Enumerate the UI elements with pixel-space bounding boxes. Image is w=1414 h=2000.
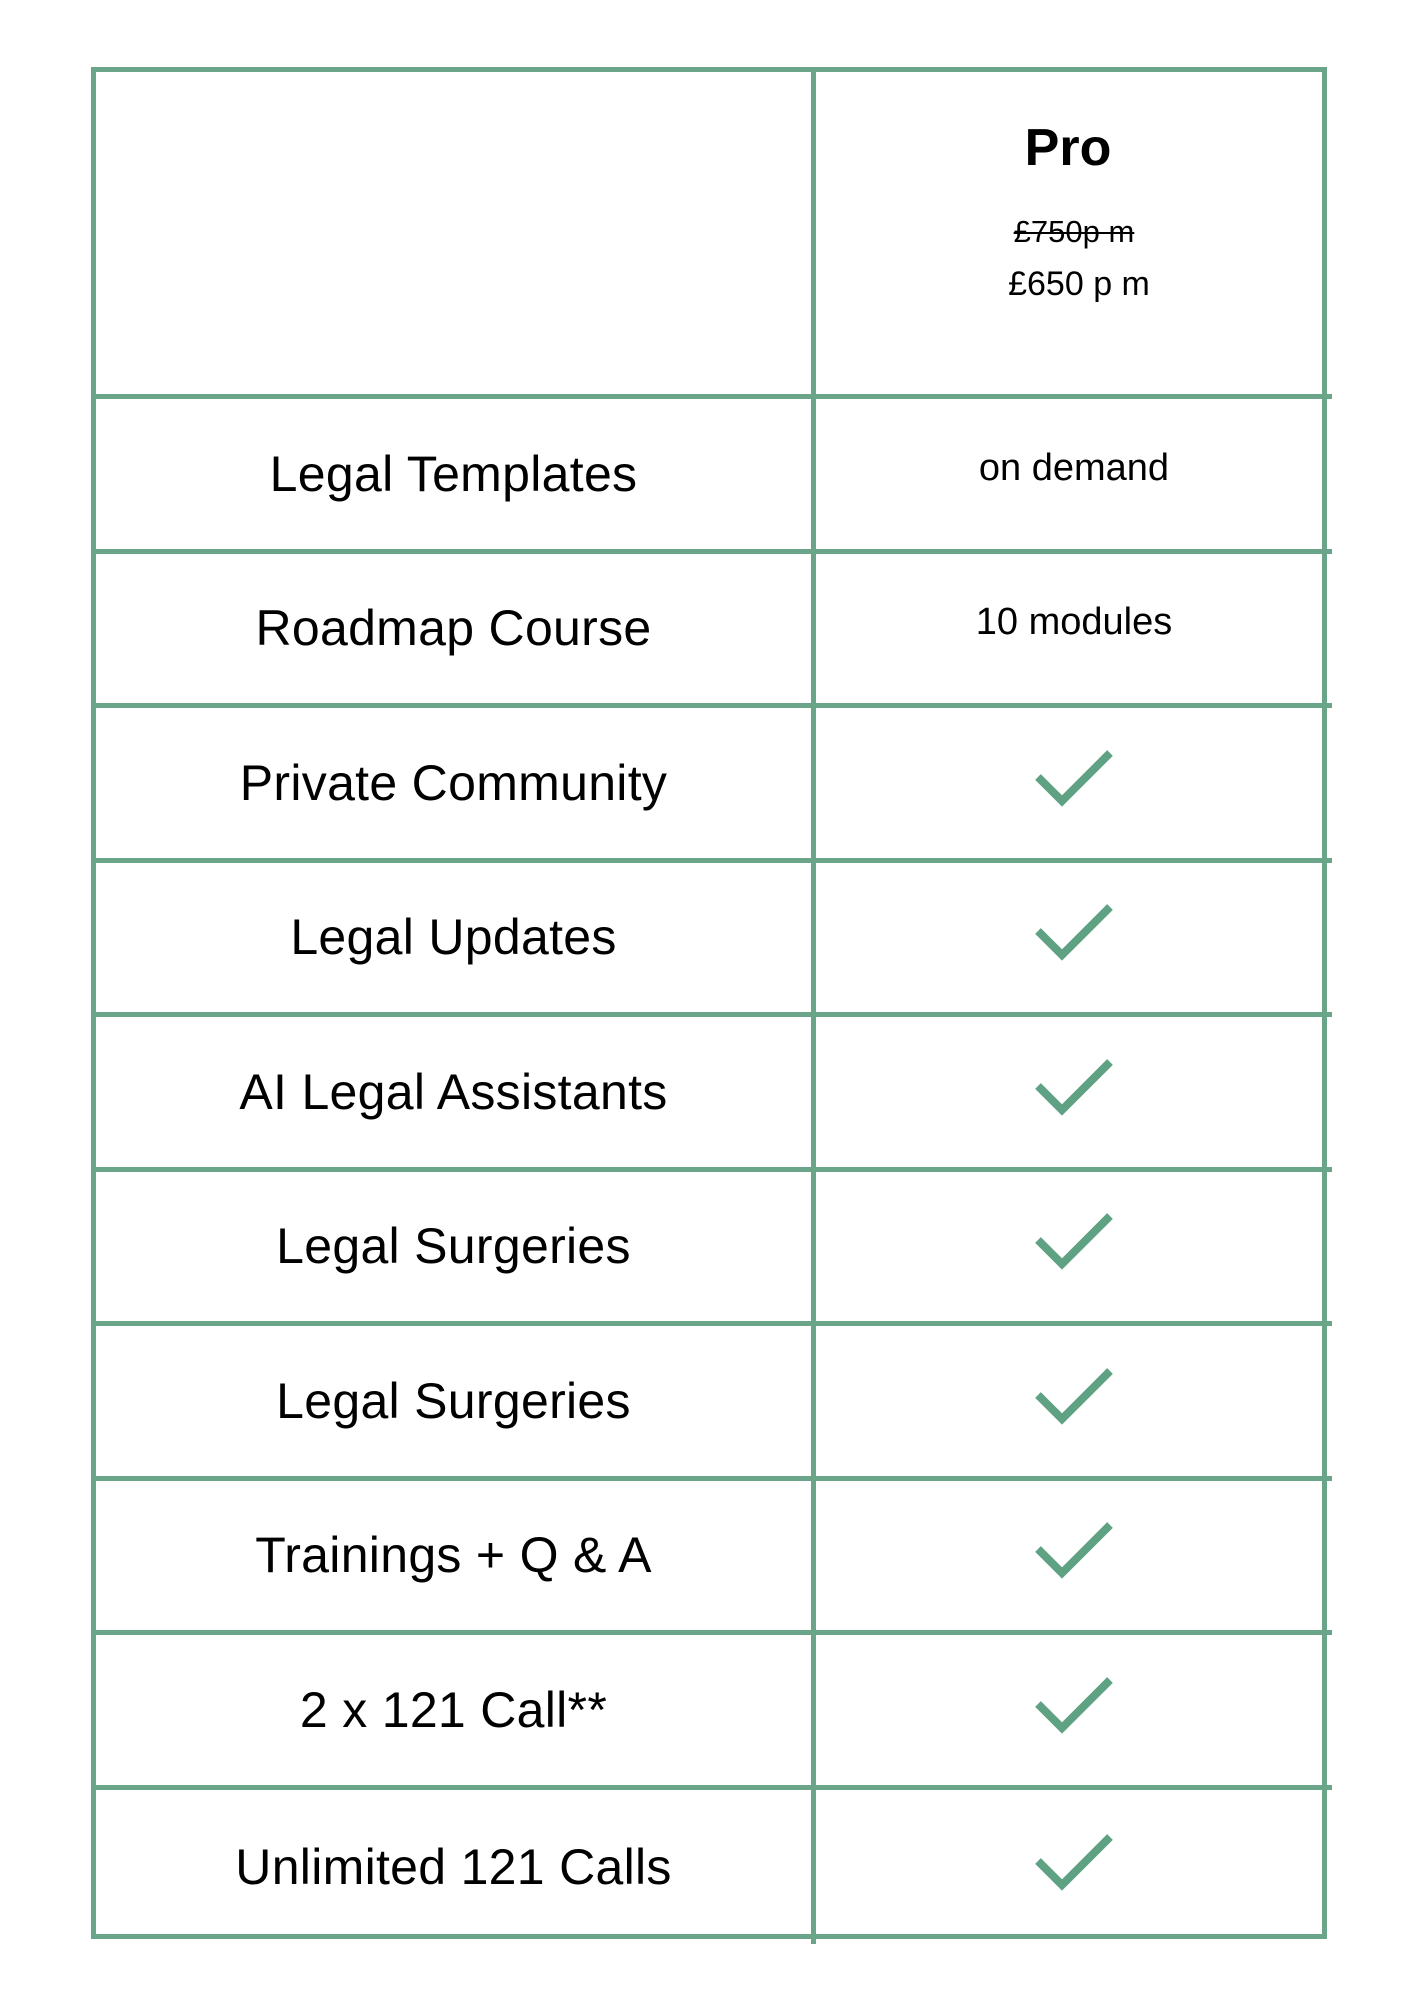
feature-label: Trainings + Q & A	[255, 1527, 652, 1584]
feature-row-8-value-cell	[816, 1635, 1332, 1790]
checkmark-icon	[1034, 1062, 1114, 1122]
checkmark-icon	[1034, 1371, 1114, 1431]
feature-row-1-value-cell	[816, 554, 1332, 709]
feature-row-7-label-cell	[96, 1481, 816, 1636]
feature-row-0-label-cell	[96, 399, 816, 554]
pricing-comparison-table	[91, 67, 1327, 1939]
checkmark-icon	[1034, 1525, 1114, 1585]
feature-label: Legal Surgeries	[276, 1218, 631, 1275]
feature-label: Legal Updates	[290, 909, 617, 966]
feature-label: Roadmap Course	[255, 600, 652, 657]
header-empty-cell	[96, 72, 816, 399]
feature-row-9-value-cell	[816, 1790, 1332, 1945]
checkmark-icon	[1034, 907, 1114, 967]
feature-row-5-value-cell	[816, 1172, 1332, 1327]
plan-header-cell	[816, 72, 1332, 399]
feature-label: Legal Surgeries	[276, 1372, 631, 1429]
old-price: £750p m	[1013, 214, 1135, 249]
feature-value: 10 modules	[975, 601, 1173, 644]
checkmark-icon	[1034, 1216, 1114, 1276]
feature-row-0-value-cell	[816, 399, 1332, 554]
feature-row-8-label-cell	[96, 1635, 816, 1790]
feature-value: on demand	[978, 446, 1170, 489]
new-price: £650 p m	[1008, 265, 1150, 303]
feature-row-4-label-cell	[96, 1017, 816, 1172]
feature-row-7-value-cell	[816, 1481, 1332, 1636]
feature-label: Legal Templates	[269, 445, 638, 502]
checkmark-icon	[1034, 1680, 1114, 1740]
feature-row-2-label-cell	[96, 708, 816, 863]
feature-label: AI Legal Assistants	[239, 1063, 668, 1120]
feature-row-9-label-cell	[96, 1790, 816, 1945]
feature-row-1-label-cell	[96, 554, 816, 709]
feature-label: Unlimited 121 Calls	[235, 1838, 672, 1895]
feature-row-4-value-cell	[816, 1017, 1332, 1172]
feature-label: Private Community	[239, 754, 668, 811]
feature-row-3-label-cell	[96, 863, 816, 1018]
checkmark-icon	[1034, 1837, 1114, 1897]
feature-row-5-label-cell	[96, 1172, 816, 1327]
plan-name: Pro	[1024, 119, 1112, 177]
checkmark-icon	[1034, 753, 1114, 813]
feature-row-6-label-cell	[96, 1326, 816, 1481]
feature-row-3-value-cell	[816, 863, 1332, 1018]
feature-row-6-value-cell	[816, 1326, 1332, 1481]
feature-row-2-value-cell	[816, 708, 1332, 863]
feature-label: 2 x 121 Call**	[299, 1681, 608, 1738]
